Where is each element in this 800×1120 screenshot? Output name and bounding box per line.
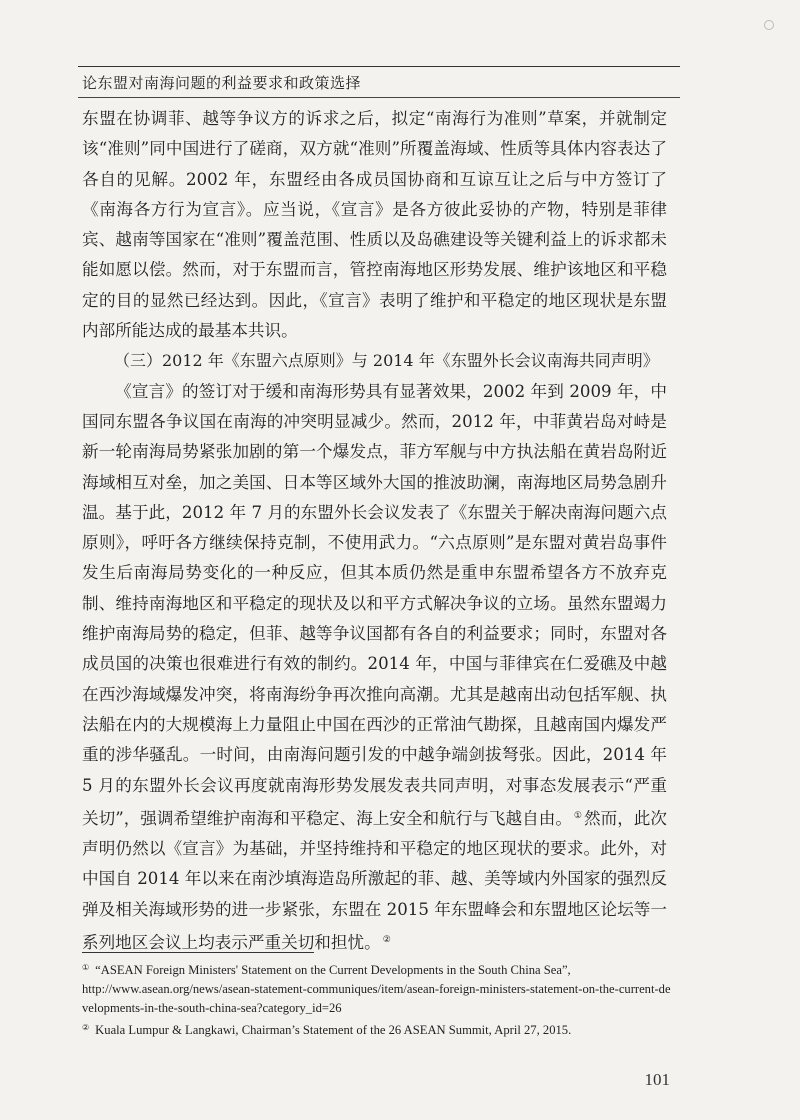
body-text — [82, 104, 667, 958]
running-header: 论东盟对南海问题的利益要求和政策选择 — [82, 74, 362, 92]
footnote-1 — [82, 958, 672, 980]
section-subheading: （三）2012 年《东盟六点原则》与 2014 年《东盟外长会议南海共同声明》 — [114, 351, 659, 371]
paragraph-2-part-a: 《宣言》的签订对于缓和南海形势具有显著效果，2002 年到 2009 年，中国同东盟各争议国在南海的冲突明显减少。然而，2012 年，中菲黄岩岛对峙是新一轮南海局势紧张加剧的第一个爆发点，菲方军舰与中方执法船在黄岩岛附近海域相互对垒，加之美国、日本等区域外大国的推波助澜，南海地区局势急剧升温。基于此，2012 年 7 月的东盟外长会议发表了《东盟关于解决南海问题六点原则》，呼吁各方继续保持克制，不使用武力。“六点原则”是东盟对黄岩岛事件发生后南海局势变化的一种反应，但其本质仍然是重申东盟希望各方不放弃克制、维持南海地区和平稳定的现状及以和平方式解决争议的立场。虽然东盟竭力维护南海局势的稳定，但菲、越等争议国都有各自的利益要求；同时，东盟对各成员国的决策也很难进行有效的制约。2014 年，中国与菲律宾在仁爱礁及中越在西沙海域爆发冲突，将南海纷争再次推向高潮。尤其是越南出动包括军舰、执法船在内的大规模海上力量阻止中国在西沙的正常油气勘探，且越南国内爆发严重的涉华骚乱。一时间，由南海问题引发的中越争端剑拔弩张。因此，2014 年 5 月的东盟外长会议再度就南海形势发展发表共同声明，对事态发展表示“严重关切”，强调希望维护南海和平稳定、海上安全和航行与飞越自由。 — [82, 381, 667, 828]
footnote-2-text: Kuala Lumpur & Langkawi, Chairman’s Statement of the 26 ASEAN Summit, April 27, 2015. — [95, 1023, 572, 1037]
footnote-2-mark: ② — [82, 1023, 90, 1032]
scan-corner-mark — [764, 20, 774, 30]
footnote-rule — [82, 952, 314, 953]
footnote-1-mark: ① — [82, 963, 90, 972]
footnote-1-text: “ASEAN Foreign Ministers' Statement on the Current Developments in the South China Sea”, — [95, 963, 571, 977]
footnote-ref-2[interactable]: ② — [382, 935, 391, 946]
footnote-ref-1[interactable]: ① — [573, 810, 582, 821]
paragraph-2-part-b: 然而，此次声明仍然以《宣言》为基础，并坚持维持和平稳定的地区现状的要求。此外，对中国自 2014 年以来在南沙填海造岛所激起的菲、越、美等域内外国家的强烈反弹及相关海域形势的进一步紧张，东盟在 2015 年东盟峰会和东盟地区论坛等一系列地区会议上均表示严重关切和担忧。 — [82, 808, 667, 953]
page-number: 101 — [644, 1070, 670, 1089]
paragraph-1: 东盟在协调菲、越等争议方的诉求之后，拟定“南海行为准则”草案，并就制定该“准则”同中国进行了磋商，双方就“准则”所覆盖海域、性质等具体内容表达了各自的见解。2002 年，东盟经由各成员国协商和互谅互让之后与中方签订了《南海各方行为宣言》。应当说，《宣言》是各方彼此妥协的产物，特别是菲律宾、越南等国家在“准则”覆盖范围、性质以及岛礁建设等关键利益上的诉求都未能如愿以偿。然而，对于东盟而言，管控南海地区形势发展、维护该地区和平稳定的目的显然已经达到。因此，《宣言》表明了维护和平稳定的地区现状是东盟内部所能达成的最基本共识。 — [82, 109, 667, 341]
top-rule — [78, 66, 680, 67]
paragraph-2 — [82, 377, 667, 959]
footnote-1-url[interactable]: http://www.asean.org/news/asean-statement-communiques/item/asean-foreign-ministers-statement-on-the-current-developments-in-the-south-china-sea?category_id=26 — [82, 982, 671, 1015]
footnote-2 — [82, 1018, 672, 1040]
footnotes — [82, 958, 672, 1040]
header-rule — [78, 97, 680, 98]
